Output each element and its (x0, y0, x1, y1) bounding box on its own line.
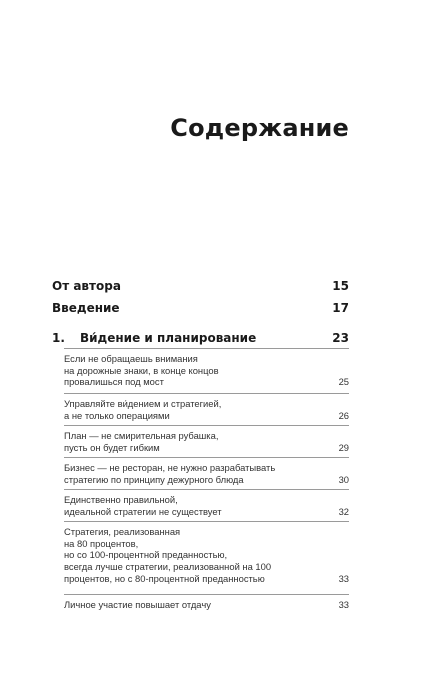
section-page: 26 (338, 409, 349, 421)
section-page: 33 (338, 572, 349, 584)
section-title: План — не смирительная рубашка, пусть он будет гибким (64, 430, 219, 453)
page-title: Содержание (170, 114, 349, 142)
section-title: Если не обращаешь внимания на дорожные знаки, в конце концов провалишься под мост (64, 353, 219, 388)
section-page: 32 (338, 505, 349, 517)
section-page: 29 (338, 441, 349, 453)
chapter-number: 1. (52, 331, 65, 345)
section-title: Бизнес — не ресторан, не нужно разрабатывать стратегию по принципу дежурного блюда (64, 462, 276, 485)
section-page: 30 (338, 473, 349, 485)
toc-section[interactable] (64, 398, 349, 421)
divider (64, 393, 349, 394)
divider (64, 489, 349, 490)
chapter-title: Ви́дение и планирование (80, 331, 257, 345)
divider (64, 594, 349, 595)
toc-entry-from-author[interactable] (52, 279, 349, 293)
divider (64, 457, 349, 458)
toc-section[interactable] (64, 526, 349, 585)
section-page: 33 (338, 599, 349, 610)
divider (64, 348, 349, 349)
entry-title: От автора (52, 279, 121, 293)
section-title: Управляйте ви́дением и стратегией, а не только операциями (64, 398, 222, 421)
section-page: 25 (338, 376, 349, 388)
entry-title: Введение (52, 301, 120, 315)
entry-page: 17 (332, 301, 349, 315)
toc-chapter-1[interactable] (52, 331, 349, 345)
entry-page: 15 (332, 279, 349, 293)
chapter-page: 23 (332, 331, 349, 345)
divider (64, 425, 349, 426)
toc-entry-introduction[interactable] (52, 301, 349, 315)
section-title: Единственно правильной, идеальной стратегии не существует (64, 494, 222, 517)
toc-section[interactable] (64, 462, 349, 485)
toc-section[interactable] (64, 494, 349, 517)
section-title: Личное участие повышает отдачу (64, 599, 211, 610)
toc-section[interactable] (64, 430, 349, 453)
toc-section[interactable] (64, 599, 349, 611)
toc-section[interactable] (64, 353, 349, 388)
divider (64, 521, 349, 522)
section-title: Стратегия, реализованная на 80 процентов, но со 100-процентной преданностью, всегда лучше стратегии, реализованной на 100 процентов, но с 80-процентной преданностью (64, 526, 272, 584)
